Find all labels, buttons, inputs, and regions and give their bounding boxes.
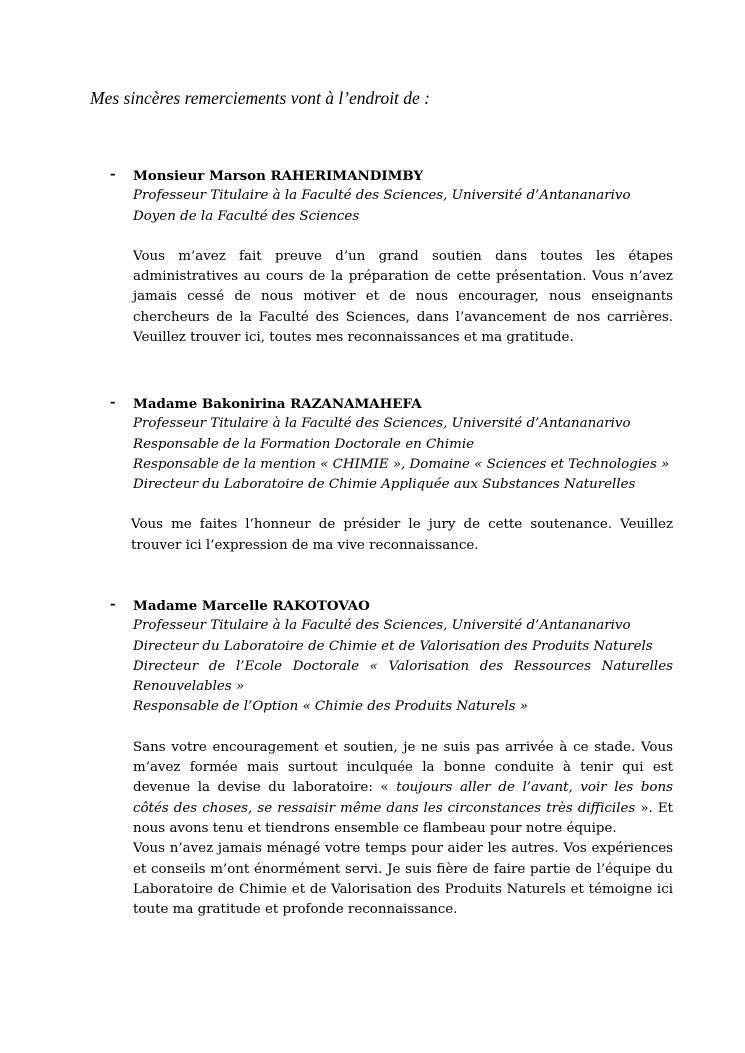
paragraph-end: ». Et nous avons tenu et tiendrons ensemble ce flambeau pour notre équipe. xyxy=(133,800,674,836)
person-title: Doyen de la Faculté des Sciences xyxy=(133,208,360,224)
bullet-dash: - xyxy=(110,596,116,612)
person-title: Directeur de l’Ecole Doctorale « Valorisation des Ressources Naturelles xyxy=(133,658,673,674)
person-title: Renouvelables » xyxy=(133,679,245,695)
person-title: Responsable de la mention « CHIMIE », Domaine « Sciences et Technologies » xyxy=(133,456,670,472)
person-title: Directeur du Laboratoire de Chimie et de Valorisation des Produits Naturels xyxy=(133,638,653,654)
paragraph-start: Sans votre encouragement et soutien, je ne suis pas arrivée à ce stade. Vous m’avez formée mais surtout inculquée la bonne conduite à tenir qui est devenue la devise du laboratoire: « xyxy=(133,739,673,796)
section-body xyxy=(133,394,673,556)
person-title: Directeur du Laboratoire de Chimie Appliquée aux Substances Naturelles xyxy=(133,477,636,493)
intro-heading: Mes sincères remerciements vont à l’endroit de : xyxy=(90,88,431,108)
bullet-dash: - xyxy=(110,394,116,410)
person-title: Responsable de l’Option « Chimie des Produits Naturels » xyxy=(133,699,528,715)
person-name: Madame Marcelle RAKOTOVAO xyxy=(133,598,370,614)
person-title: Professeur Titulaire à la Faculté des Sciences, Université d’Antananarivo xyxy=(133,188,631,204)
person-name: Monsieur Marson RAHERIMANDIMBY xyxy=(133,168,424,184)
person-title: Responsable de la Formation Doctorale en Chimie xyxy=(133,436,475,452)
thanks-paragraph-text xyxy=(133,738,673,839)
person-name: Madame Bakonirina RAZANAMAHEFA xyxy=(133,396,422,412)
section-body xyxy=(133,596,673,920)
thanks-paragraph: Vous m’avez fait preuve d’un grand soutien dans toutes les étapes administratives au cours de la préparation de cette présentation. Vous n’avez jamais cessé de nous motiver et de nous encourager, nous enseignants chercheurs de la Faculté des Sciences, dans l’avancement de nos carrières. Veuillez trouver ici, toutes mes reconnaissances et ma gratitude. xyxy=(133,248,673,346)
thanks-paragraph-2: Vous n’avez jamais ménagé votre temps pour aider les autres. Vos expériences et conseils m’ont énormément servi. Je suis fière de faire partie de l’équipe du Laboratoire de Chimie et de Valorisation des Produits Naturels et témoigne ici toute ma gratitude et profonde reconnaissance. xyxy=(133,841,673,918)
lab-motto-quote: toujours aller de l’avant, voir les bons côtés des choses, se ressaisir même dans les circonstances très difficiles xyxy=(133,780,673,816)
person-title: Professeur Titulaire à la Faculté des Sciences, Université d’Antananarivo xyxy=(133,416,631,432)
bullet-dash: - xyxy=(110,166,116,182)
thanks-paragraph: Vous me faites l’honneur de présider le jury de cette soutenance. Veuillez trouver ici l’expression de ma vive reconnaissance. xyxy=(131,517,673,553)
section-body xyxy=(133,166,673,348)
person-title: Professeur Titulaire à la Faculté des Sciences, Université d’Antananarivo xyxy=(133,618,631,634)
thanks-paragraph xyxy=(133,738,673,839)
